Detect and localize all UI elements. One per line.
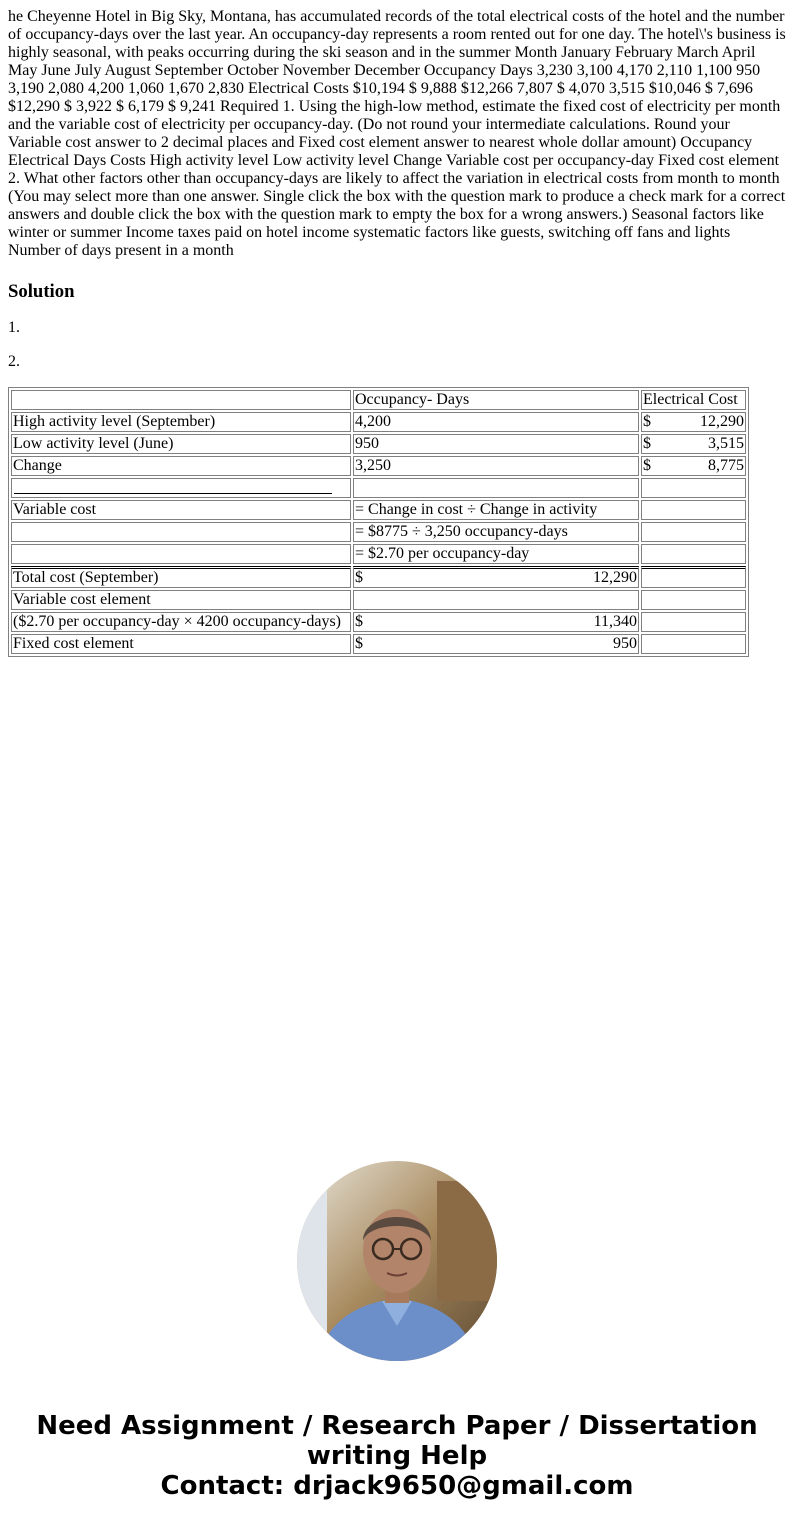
question-text: he Cheyenne Hotel in Big Sky, Montana, has accumulated records of the total electrical costs of the hotel and the number of occupancy-days over the last year. An occupancy-day represents a room rented out for one day. The hotel\'s business is highly seasonal, with peaks occurring during the ski season and in the summer Month January February March April May June July August September October November December Occupancy Days 3,230 3,100 4,170 2,110 1,100 950 3,190 2,080 4,200 1,060 1,670 2,830 Electrical Costs $10,194 $ 9,888 $12,266 7,807 $ 4,070 3,515 $10,046 $ 7,696 $12,290 $ 3,922 $ 6,179 $ 9,241 Required 1. Using the high-low method, estimate the fixed cost of electricity per month and the variable cost of electricity per occupancy-day. (Do not round your intermediate calculations. Round your Variable cost answer to 2 decimal places and Fixed cost element answer to nearest whole dollar amount) Occupancy Electrical Days Costs High activity level Low activity level Change Variable cost per occupancy-day Fixed cost element 2. What other factors other than occupancy-days are likely to affect the variation in electrical costs from month to month (You may select more than one answer. Single click the box with the question mark to produce a check mark for a correct answers and double click the box with the question mark to empty the box for a wrong answers.) Seasonal factors like winter or summer Income taxes paid on hotel income systematic factors like guests, switching off fans and lights Number of days present in a month — [8, 8, 786, 259]
header-days: Occupancy- Days — [353, 390, 639, 410]
table-cell — [11, 544, 351, 564]
currency-symbol: $ — [355, 635, 363, 652]
low-cost-cell — [641, 434, 746, 454]
table-row — [11, 478, 746, 498]
document-body — [0, 8, 794, 657]
variable-line-2: = $8775 ÷ 3,250 occupancy-days — [353, 522, 639, 542]
var-calc-value-cell — [353, 612, 639, 632]
table-row — [11, 456, 746, 476]
currency-symbol: $ — [355, 569, 363, 586]
table-cell — [11, 522, 351, 542]
table-cell — [641, 634, 746, 654]
divider — [14, 493, 332, 494]
total-value: 12,290 — [593, 569, 637, 586]
table-row — [11, 566, 746, 588]
variable-line-3: = $2.70 per occupancy-day — [353, 544, 639, 564]
currency-symbol: $ — [643, 457, 651, 474]
table-cell — [641, 522, 746, 542]
underline-cell — [11, 478, 351, 498]
var-element-label: Variable cost element — [11, 590, 351, 610]
table-row — [11, 390, 746, 410]
table-row — [11, 612, 746, 632]
table-cell — [641, 478, 746, 498]
table-row — [11, 544, 746, 564]
high-low-table — [8, 387, 749, 657]
var-calc-value: 11,340 — [593, 613, 637, 630]
currency-symbol: $ — [355, 613, 363, 630]
table-cell — [353, 590, 639, 610]
currency-symbol: $ — [643, 413, 651, 430]
table-cell — [11, 390, 351, 410]
high-cost-cell — [641, 412, 746, 432]
total-label: Total cost (September) — [11, 566, 351, 588]
change-label: Change — [11, 456, 351, 476]
table-cell — [641, 590, 746, 610]
low-label: Low activity level (June) — [11, 434, 351, 454]
high-label: High activity level (September) — [11, 412, 351, 432]
table-cell — [641, 566, 746, 588]
fixed-label: Fixed cost element — [11, 634, 351, 654]
currency-symbol: $ — [643, 435, 651, 452]
table-row — [11, 522, 746, 542]
table-cell — [641, 612, 746, 632]
low-cost: 3,515 — [708, 435, 744, 452]
total-value-cell — [353, 566, 639, 588]
table-cell — [353, 478, 639, 498]
author-photo — [297, 1161, 497, 1361]
high-days: 4,200 — [353, 412, 639, 432]
variable-label: Variable cost — [11, 500, 351, 520]
table-row — [11, 590, 746, 610]
low-days: 950 — [353, 434, 639, 454]
footer-line-1: Need Assignment / Research Paper / Dissertation — [36, 1411, 758, 1441]
contact-footer — [0, 1411, 794, 1501]
change-cost-cell — [641, 456, 746, 476]
var-calc-label: ($2.70 per occupancy-day × 4200 occupancy-days) — [11, 612, 351, 632]
solution-item-1: 1. — [8, 319, 20, 336]
table-row — [11, 434, 746, 454]
change-cost: 8,775 — [708, 457, 744, 474]
table-row — [11, 634, 746, 654]
header-cost: Electrical Cost — [641, 390, 746, 410]
footer-contact[interactable]: Contact: drjack9650@gmail.com — [160, 1471, 634, 1501]
solution-item-2: 2. — [8, 353, 20, 370]
portrait-image — [297, 1161, 497, 1361]
table-cell — [641, 544, 746, 564]
table-row — [11, 412, 746, 432]
fixed-value: 950 — [613, 635, 637, 652]
variable-line-1: = Change in cost ÷ Change in activity — [353, 500, 639, 520]
solution-heading: Solution — [8, 281, 75, 302]
footer-line-2: writing Help — [306, 1441, 488, 1471]
high-cost: 12,290 — [700, 413, 744, 430]
change-days: 3,250 — [353, 456, 639, 476]
table-row — [11, 500, 746, 520]
table-cell — [641, 500, 746, 520]
fixed-value-cell — [353, 634, 639, 654]
